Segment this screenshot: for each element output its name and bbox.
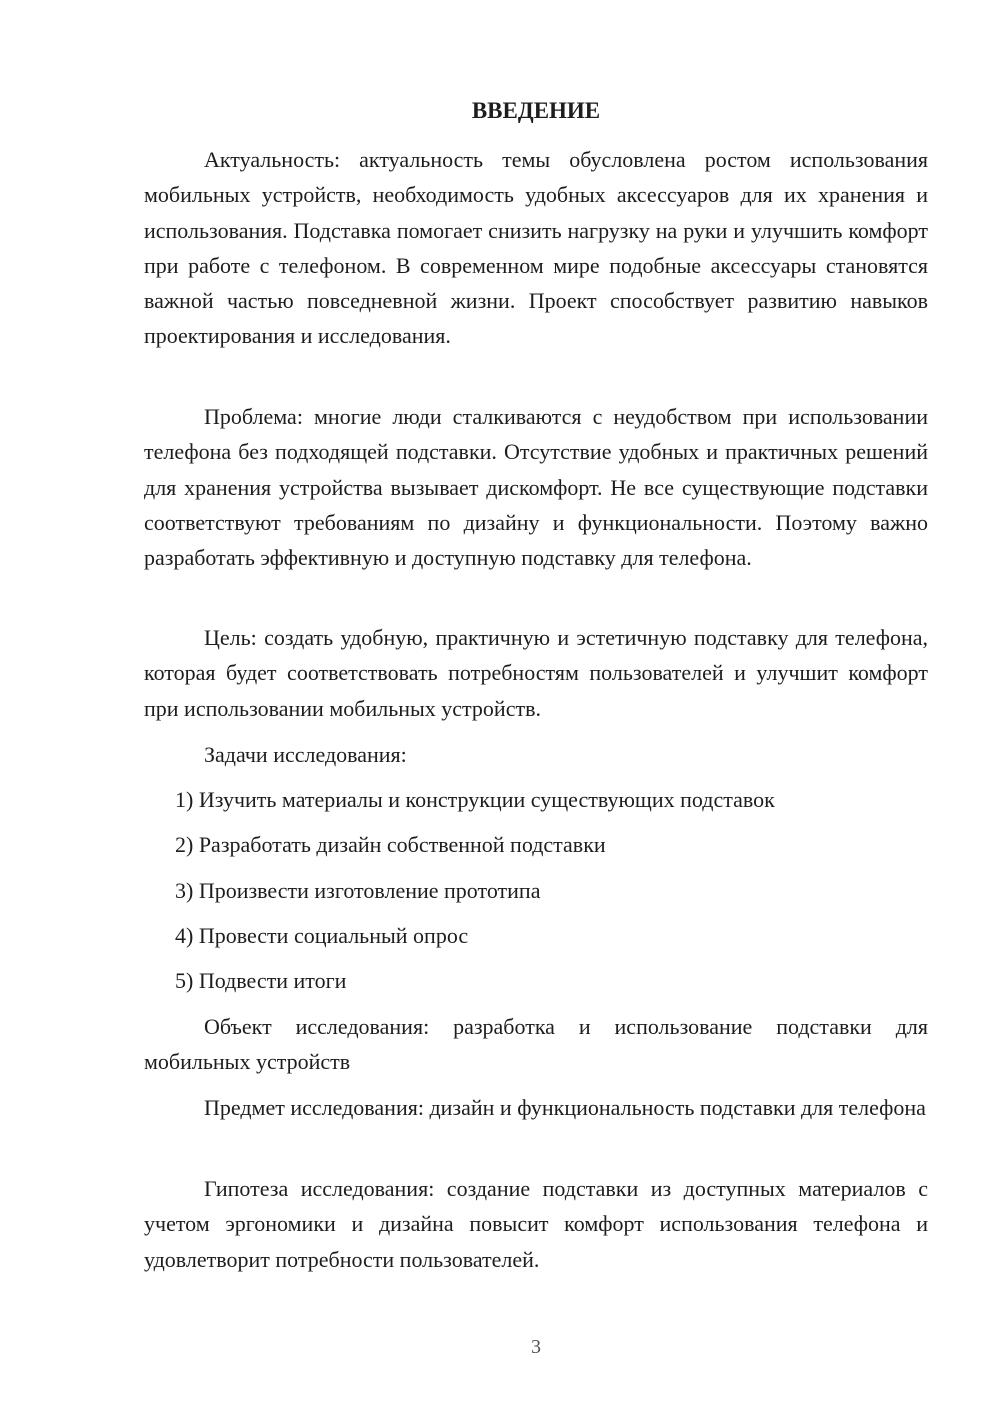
tasks-heading: Задачи исследования:: [204, 742, 407, 767]
task-item-5: 5) Подвести итоги: [175, 968, 347, 993]
problem-paragraph: Проблема: многие люди сталкиваются с неудобством при использовании телефона без подходящей подставки. Отсутствие удобных и практичных решений для хранения устройства вызывает дискомфорт. Не все существующие подставки соответствуют требованиям по дизайну и функциональности. Поэтому важно разработать эффективную и доступную подставку для телефона.: [144, 404, 928, 571]
task-item-3: 3) Произвести изготовление прототипа: [175, 878, 541, 903]
task-item-2: 2) Разработать дизайн собственной подставки: [175, 832, 606, 857]
task-item-1: 1) Изучить материалы и конструкции существующих подставок: [175, 787, 775, 812]
goal-paragraph: Цель: создать удобную, практичную и эстетичную подставку для телефона, которая будет соответствовать потребностям пользователей и улучшит комфорт при использовании мобильных устройств.: [144, 625, 928, 721]
object-paragraph: Объект исследования: разработка и использование подставки для мобильных устройств: [144, 1014, 928, 1075]
task-item-4: 4) Провести социальный опрос: [175, 923, 469, 948]
hypothesis-paragraph: Гипотеза исследования: создание подставки из доступных материалов с учетом эргономики и дизайна повысит комфорт использования телефона и удовлетворит потребности пользователей.: [144, 1176, 928, 1272]
page-number: 3: [531, 1336, 541, 1358]
relevance-paragraph: Актуальность: актуальность темы обусловлена ростом использования мобильных устройств, необходимость удобных аксессуаров для их хранения и использования. Подставка помогает снизить нагрузку на руки и улучшить комфорт при работе с телефоном. В современном мире подобные аксессуары становятся важной частью повседневной жизни. Проект способствует развитию навыков проектирования и исследования.: [144, 147, 928, 349]
page-title: ВВЕДЕНИЕ: [471, 98, 601, 123]
subject-paragraph: Предмет исследования: дизайн и функциональность подставки для телефона: [204, 1095, 926, 1120]
